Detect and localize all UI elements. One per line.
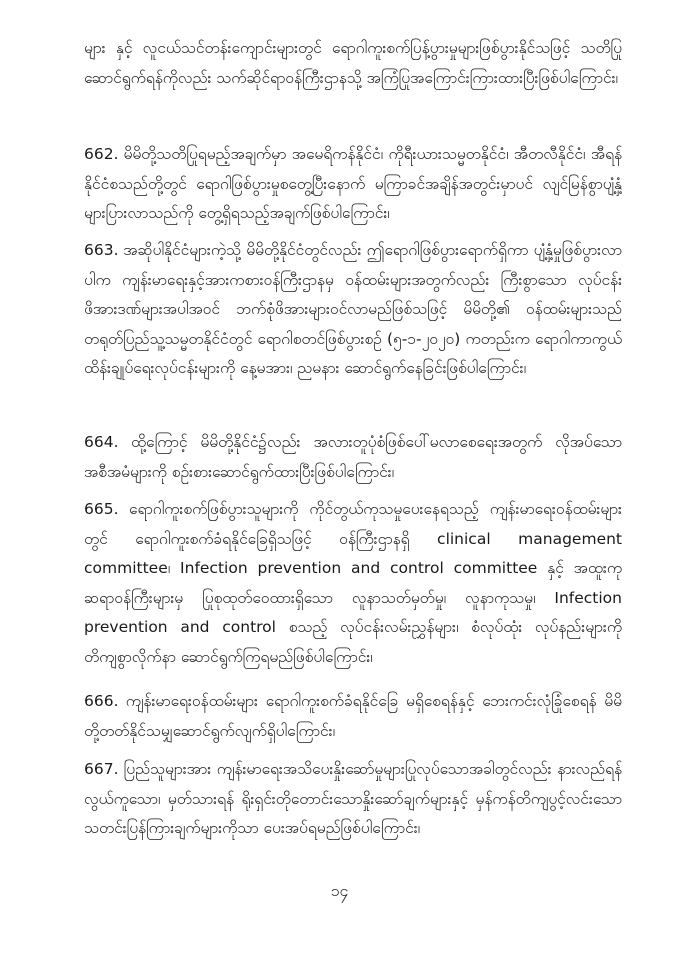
paragraph-662 [84,140,622,229]
paragraph-text: ပြည်သူများအား ကျန်းမာရေးအသိပေးနှိုးဆော်မှုများပြုလုပ်သောအခါတွင်လည်း နားလည်ရန်လွယ်ကူသော၊ မှတ်သားရန် ရိုးရှင်းတိုတောင်းသောနှိုးဆော်ချက်များနှင့် မှန်ကန်တိကျပွင့်လင်းသော သတင်းပြန်ကြားချက်များကိုသာ ပေးအပ်ရမည်ဖြစ်ပါကြောင်း၊ [84,760,622,837]
paragraph-text: အဆိုပါနိုင်ငံများကဲ့သို့ မိမိတို့နိုင်ငံတွင်လည်း ဤရောဂါဖြစ်ပွားရောက်ရှိကာ ပျံ့နှံ့မှုဖြစ်ပွားလာပါက ကျန်းမာရေးနှင့်အားကစားဝန်ကြီးဌာနမှ ဝန်ထမ်းများအတွက်လည်း ကြီးစွာသော လုပ်ငန်းဖိအားဒဏ်များအပါအဝင် ဘက်စုံဖိအားများဝင်လာမည်ဖြစ်သဖြင့် မိမိတို့၏ ဝန်ထမ်းများသည် တရုတ်ပြည်သူ့သမ္မတနိုင်ငံတွင် ရောဂါစတင်ဖြစ်ပွားစဉ် (၅-၁-၂၀၂၀) ကတည်းက ရောဂါကာကွယ်ထိန်းချုပ်ရေးလုပ်ငန်းများကို နေ့မအား၊ ညမနား ဆောင်ရွက်နေခြင်းဖြစ်ပါကြောင်း၊ [84,241,622,377]
paragraph-text: များ နှင့် လူငယ်သင်တန်းကျောင်းများတွင် ရောဂါကူးစက်ပြန့်ပွားမှုများဖြစ်ပွားနိုင်သဖြင့် သတိပြုဆောင်ရွက်ရန်ကိုလည်း သက်ဆိုင်ရာဝန်ကြီးဌာနသို့ အကြံပြုအကြောင်းကြားထားပြီးဖြစ်ပါကြောင်း၊ [84,39,622,87]
paragraph-665 [84,495,622,672]
paragraph-666 [84,687,622,746]
paragraph-number: 664. [84,433,119,451]
paragraph-text: မိမိတို့သတိပြုရမည့်အချက်မှာ အမေရိကန်နိုင်ငံ၊ ကိုရီးယားသမ္မတနိုင်ငံ၊ အီတလီနိုင်ငံ၊ အီရန်နိုင်ငံစသည်တို့တွင် ရောဂါဖြစ်ပွားမှုစတွေ့ပြီးနောက် မကြာခင်အချိန်အတွင်းမှာပင် လျင်မြန်စွာပျံ့နှံ့များပြားလာသည်ကို တွေ့ရှိရသည့်အချက်ဖြစ်ပါကြောင်း၊ [84,145,622,222]
paragraph-number: 665. [84,500,119,518]
paragraph-664 [84,428,622,487]
paragraph-663 [84,236,622,384]
paragraph-number: 666. [84,692,119,710]
paragraph-number: 663. [84,241,119,259]
page-number: ၁၄ [330,881,349,900]
paragraph-number: 667. [84,760,119,778]
paragraph-667 [84,755,622,844]
paragraph-text: ရောဂါကူးစက်ဖြစ်ပွားသူများကို ကိုင်တွယ်ကုသမှုပေးနေရသည့် ကျန်းမာရေးဝန်ထမ်းများတွင် ရောဂါကူးစက်ခံရနိုင်ခြေရှိသဖြင့် ဝန်ကြီးဌာနရှိ clinical management committee၊ Infection prevention and control committee နှင့် အထူးကုဆရာဝန်ကြီးများမှ ပြုစုထုတ်ဝေထားရှိသော လူနာသတ်မှတ်မှု၊ လူနာကုသမှု၊ Infection prevention and control စသည့် လုပ်ငန်းလမ်းညွှန်များ၊ စံလုပ်ထုံး လုပ်နည်းများကို တိကျစွာလိုက်နာ ဆောင်ရွက်ကြရမည်ဖြစ်ပါကြောင်း၊ [84,500,622,666]
paragraph-text: ထို့ကြောင့် မိမိတို့နိုင်ငံ၌လည်း အလားတူပုံစံဖြစ်ပေါ်မလာစေရေးအတွက် လိုအပ်သော အစီအမံများကို စဉ်းစားဆောင်ရွက်ထားပြီးဖြစ်ပါကြောင်း၊ [84,433,622,481]
paragraph-text: ကျန်းမာရေးဝန်ထမ်းများ ရောဂါကူးစက်ခံရနိုင်ခြေ မရှိစေရန်နှင့် ဘေးကင်းလုံခြုံစေရန် မိမိတို့တတ်နိုင်သမျှဆောင်ရွက်လျက်ရှိပါကြောင်း၊ [84,692,622,740]
continuation-paragraph [84,34,622,93]
paragraph-number: 662. [84,145,119,163]
